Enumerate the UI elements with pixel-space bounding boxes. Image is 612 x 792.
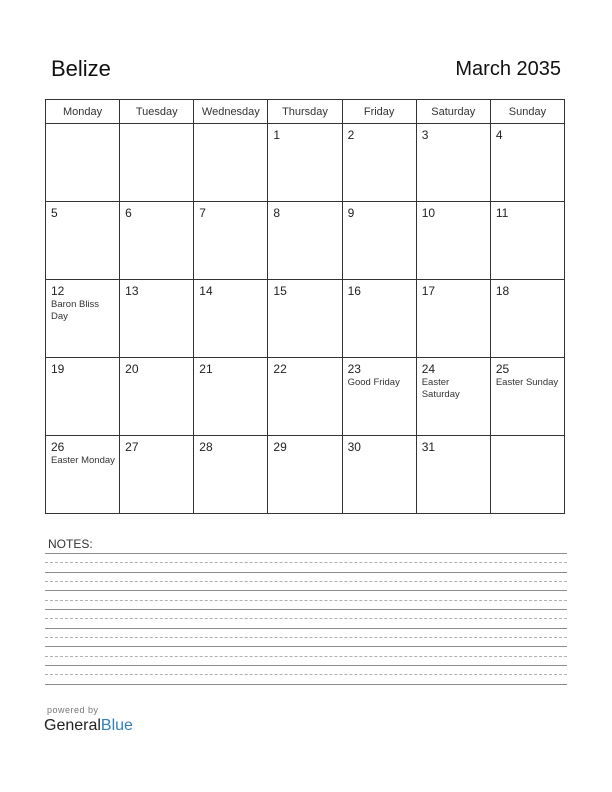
weekday-header: Tuesday xyxy=(120,100,194,124)
notes-line xyxy=(45,637,567,638)
day-number: 16 xyxy=(347,284,361,298)
week-row xyxy=(46,358,565,436)
day-number xyxy=(491,436,564,440)
day-cell xyxy=(342,280,416,358)
day-number: 25 xyxy=(495,362,510,376)
notes-line xyxy=(45,553,567,554)
day-cell xyxy=(120,202,194,280)
day-cell xyxy=(416,124,490,202)
day-cell xyxy=(490,124,564,202)
day-number: 31 xyxy=(421,440,436,454)
day-cell xyxy=(342,202,416,280)
day-cell xyxy=(342,124,416,202)
day-number: 29 xyxy=(273,440,287,454)
day-cell xyxy=(490,202,564,280)
day-cell xyxy=(416,280,490,358)
notes-line xyxy=(45,572,567,573)
day-number: 26 xyxy=(51,440,65,454)
day-number: 23 xyxy=(347,362,361,376)
day-number: 4 xyxy=(495,128,503,142)
notes-line xyxy=(45,562,567,563)
day-cell xyxy=(490,358,564,436)
weekday-header: Saturday xyxy=(416,100,490,124)
day-number: 9 xyxy=(347,206,355,220)
notes-line xyxy=(45,646,567,647)
notes-line xyxy=(45,665,567,666)
week-row xyxy=(46,124,565,202)
day-number: 13 xyxy=(125,284,139,298)
day-number: 14 xyxy=(199,284,213,298)
day-cell xyxy=(120,436,194,514)
day-number: 6 xyxy=(125,206,132,220)
weekday-header: Wednesday xyxy=(194,100,268,124)
day-cell xyxy=(120,280,194,358)
notes-line xyxy=(45,684,567,685)
notes-line xyxy=(45,674,567,675)
calendar-country-title: Belize xyxy=(51,56,111,81)
day-cell xyxy=(194,280,268,358)
day-number: 8 xyxy=(273,206,281,220)
day-number: 17 xyxy=(421,284,436,298)
day-cell xyxy=(194,124,268,202)
notes-line xyxy=(45,581,567,582)
day-cell xyxy=(490,280,564,358)
day-number xyxy=(194,124,267,128)
notes-line xyxy=(45,618,567,619)
day-number: 21 xyxy=(199,362,213,376)
day-cell xyxy=(268,202,342,280)
day-cell xyxy=(416,436,490,514)
day-cell xyxy=(46,436,120,514)
generalblue-logo xyxy=(44,717,133,735)
day-cell xyxy=(268,436,342,514)
day-number: 30 xyxy=(347,440,361,454)
notes-label: NOTES: xyxy=(48,537,93,551)
weekday-header: Friday xyxy=(342,100,416,124)
week-row xyxy=(46,202,565,280)
day-number: 3 xyxy=(421,128,429,142)
day-cell xyxy=(46,280,120,358)
day-cell xyxy=(194,436,268,514)
day-number: 2 xyxy=(347,128,355,142)
day-cell xyxy=(46,124,120,202)
day-cell xyxy=(268,358,342,436)
notes-line xyxy=(45,656,567,657)
day-number: 11 xyxy=(495,206,509,220)
day-number: 1 xyxy=(273,128,281,142)
day-cell xyxy=(416,202,490,280)
day-cell xyxy=(490,436,564,514)
notes-line xyxy=(45,600,567,601)
notes-line xyxy=(45,628,567,629)
day-cell xyxy=(194,358,268,436)
notes-line xyxy=(45,590,567,591)
day-number: 20 xyxy=(125,362,139,376)
day-number xyxy=(46,124,119,128)
day-number: 10 xyxy=(421,206,436,220)
day-number xyxy=(120,124,193,128)
holiday-label: Easter Saturday xyxy=(421,377,460,400)
holiday-label: Baron Bliss Day xyxy=(51,299,100,322)
day-cell xyxy=(46,202,120,280)
powered-by-label: powered by xyxy=(47,705,99,715)
day-number: 12 xyxy=(51,284,65,298)
day-cell xyxy=(268,280,342,358)
weekday-header: Sunday xyxy=(490,100,564,124)
day-number: 19 xyxy=(51,362,65,376)
day-cell xyxy=(268,124,342,202)
holiday-label: Easter Sunday xyxy=(495,377,559,388)
day-number: 18 xyxy=(495,284,510,298)
notes-line xyxy=(45,609,567,610)
day-cell xyxy=(120,124,194,202)
calendar-month-title: March 2035 xyxy=(455,58,561,80)
day-cell xyxy=(342,358,416,436)
day-cell xyxy=(120,358,194,436)
calendar-grid xyxy=(45,99,565,514)
day-cell xyxy=(416,358,490,436)
day-cell xyxy=(194,202,268,280)
weekday-header: Thursday xyxy=(268,100,342,124)
day-number: 22 xyxy=(273,362,287,376)
day-number: 24 xyxy=(421,362,436,376)
day-cell xyxy=(342,436,416,514)
logo-text-general: General xyxy=(44,717,101,734)
holiday-label: Easter Monday xyxy=(51,455,115,466)
weekday-header: Monday xyxy=(46,100,120,124)
logo-text-blue: Blue xyxy=(100,717,133,734)
day-number: 27 xyxy=(125,440,139,454)
day-cell xyxy=(46,358,120,436)
week-row xyxy=(46,436,565,514)
day-number: 5 xyxy=(51,206,58,220)
holiday-label: Good Friday xyxy=(347,377,400,388)
day-number: 15 xyxy=(273,284,287,298)
weekday-header-row xyxy=(46,100,565,124)
day-number: 28 xyxy=(199,440,213,454)
day-number: 7 xyxy=(199,206,206,220)
week-row xyxy=(46,280,565,358)
